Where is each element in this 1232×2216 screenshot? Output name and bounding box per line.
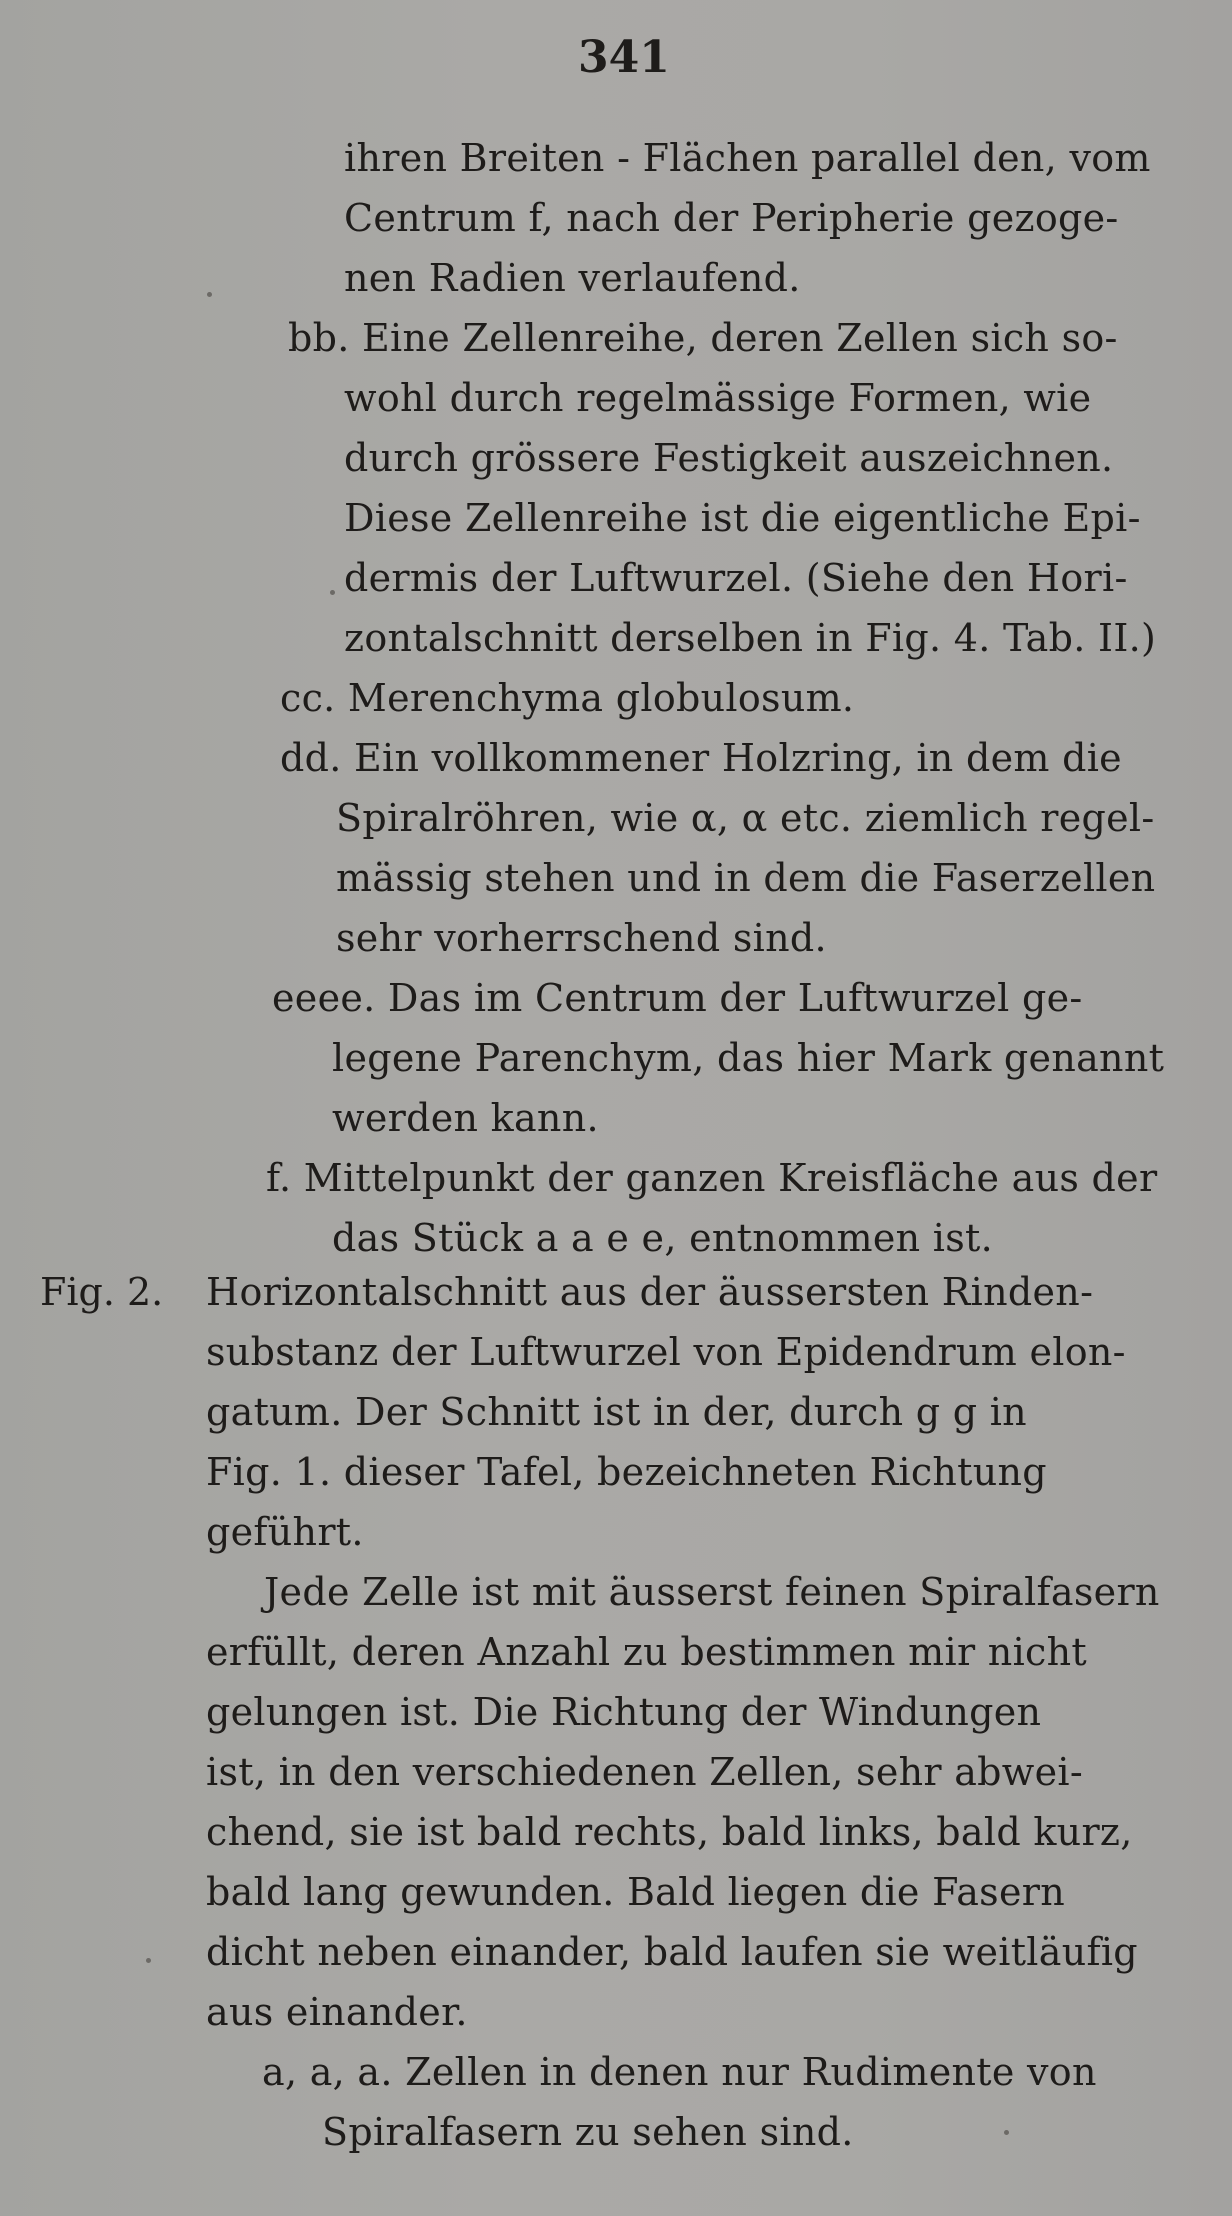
text-line: Fig. 1. dieser Tafel, bezeichneten Richtung bbox=[206, 1450, 1047, 1494]
ink-speck bbox=[146, 1958, 151, 1963]
text-line: dd. Ein vollkommener Holzring, in dem die bbox=[280, 736, 1122, 780]
text-line: geführt. bbox=[206, 1510, 364, 1554]
figure-label: Fig. 2. bbox=[40, 1270, 164, 1314]
text-line: wohl durch regelmässige Formen, wie bbox=[344, 376, 1092, 420]
text-line: bald lang gewunden. Bald liegen die Fasern bbox=[206, 1870, 1065, 1914]
text-line: Diese Zellenreihe ist die eigentliche Epi- bbox=[344, 496, 1141, 540]
text-line: sehr vorherrschend sind. bbox=[336, 916, 827, 960]
ink-speck bbox=[330, 590, 335, 595]
text-line: gelungen ist. Die Richtung der Windungen bbox=[206, 1690, 1042, 1734]
text-line: zontalschnitt derselben in Fig. 4. Tab. II.) bbox=[344, 616, 1157, 660]
text-line: gatum. Der Schnitt ist in der, durch g g in bbox=[206, 1390, 1027, 1434]
text-line: Jede Zelle ist mit äusserst feinen Spiralfasern bbox=[264, 1570, 1160, 1614]
text-line: f. Mittelpunkt der ganzen Kreisfläche aus der bbox=[266, 1156, 1158, 1200]
text-line: mässig stehen und in dem die Faserzellen bbox=[336, 856, 1156, 900]
text-line: bb. Eine Zellenreihe, deren Zellen sich so- bbox=[288, 316, 1118, 360]
text-line: chend, sie ist bald rechts, bald links, bald kurz, bbox=[206, 1810, 1133, 1854]
text-line: ist, in den verschiedenen Zellen, sehr abwei- bbox=[206, 1750, 1084, 1794]
text-line: erfüllt, deren Anzahl zu bestimmen mir nicht bbox=[206, 1630, 1087, 1674]
page-number: 341 bbox=[578, 32, 670, 83]
ink-speck bbox=[1004, 2130, 1009, 2135]
text-line: nen Radien verlaufend. bbox=[344, 256, 801, 300]
ink-speck bbox=[207, 292, 212, 297]
text-line: substanz der Luftwurzel von Epidendrum elon- bbox=[206, 1330, 1126, 1374]
text-line: Spiralröhren, wie α, α etc. ziemlich regel- bbox=[336, 796, 1155, 840]
text-line: das Stück a a e e, entnommen ist. bbox=[332, 1216, 994, 1260]
text-line: Centrum f, nach der Peripherie gezoge- bbox=[344, 196, 1119, 240]
text-line: dicht neben einander, bald laufen sie weitläufig bbox=[206, 1930, 1138, 1974]
text-line: a, a, a. Zellen in denen nur Rudimente von bbox=[262, 2050, 1097, 2094]
text-line: Horizontalschnitt aus der äussersten Rinden- bbox=[206, 1270, 1094, 1314]
text-line: dermis der Luftwurzel. (Siehe den Hori- bbox=[344, 556, 1128, 600]
text-line: aus einander. bbox=[206, 1990, 468, 2034]
text-line: durch grössere Festigkeit auszeichnen. bbox=[344, 436, 1114, 480]
text-line: Spiralfasern zu sehen sind. bbox=[322, 2110, 854, 2154]
text-line: eeee. Das im Centrum der Luftwurzel ge- bbox=[272, 976, 1083, 1020]
text-line: legene Parenchym, das hier Mark genannt bbox=[332, 1036, 1165, 1080]
text-line: ihren Breiten - Flächen parallel den, vom bbox=[344, 136, 1151, 180]
text-line: cc. Merenchyma globulosum. bbox=[280, 676, 855, 720]
text-line: werden kann. bbox=[332, 1096, 599, 1140]
